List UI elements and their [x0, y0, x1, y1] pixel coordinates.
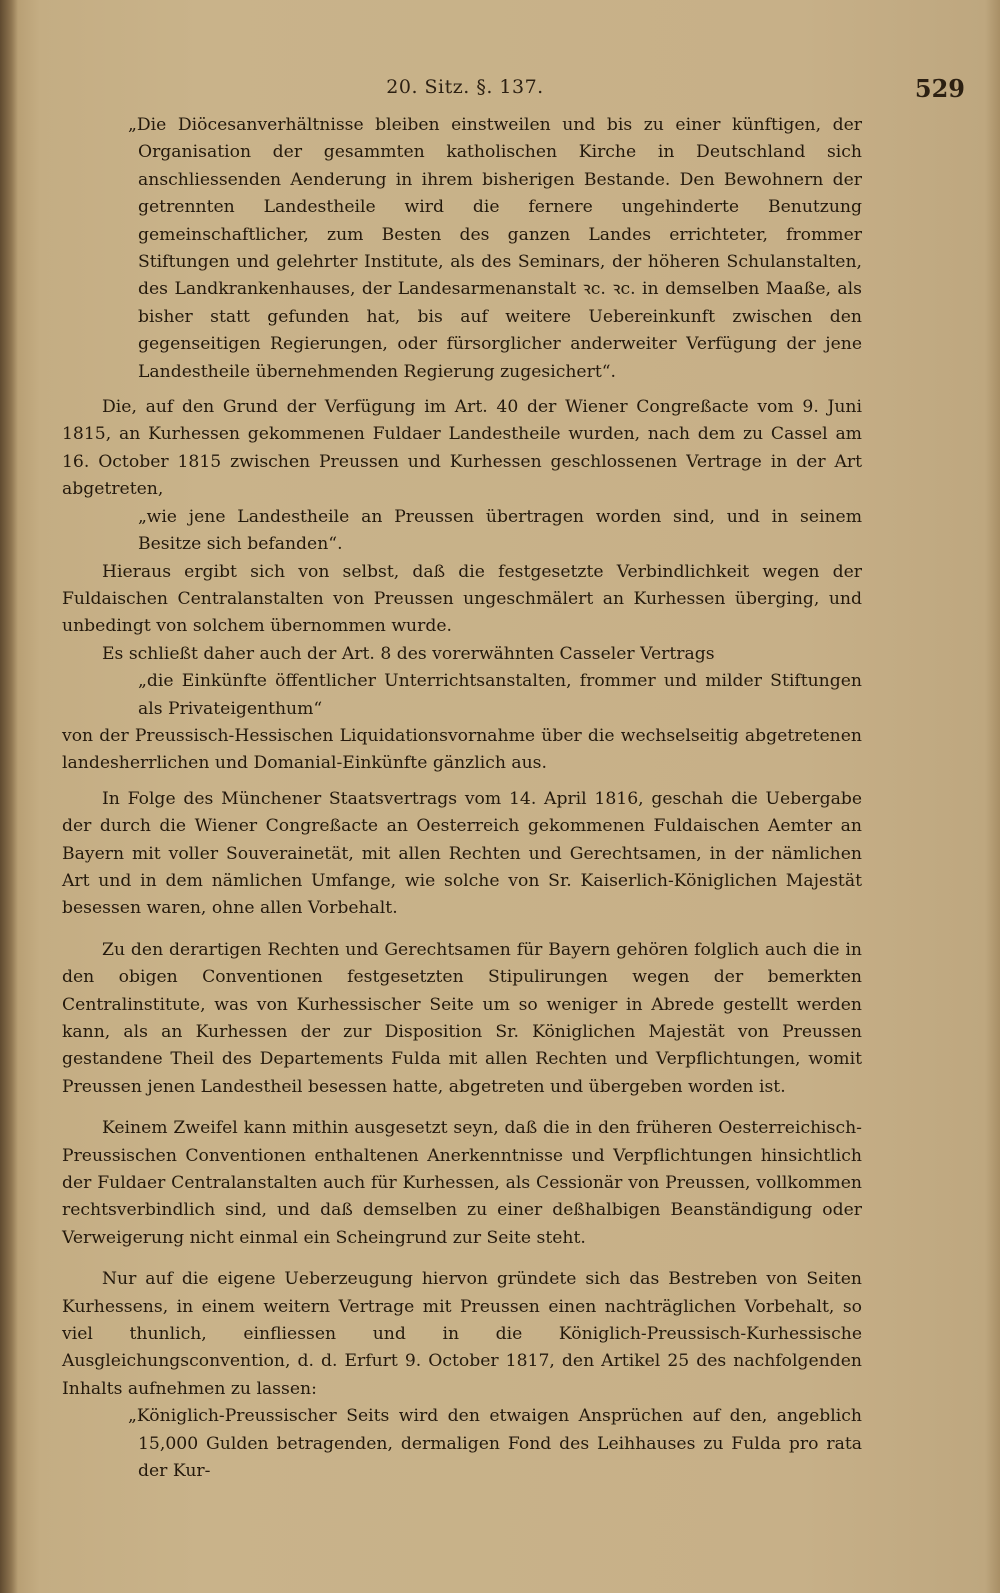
paragraph: Hieraus ergibt sich von selbst, daß die festgesetzte Verbindlichkeit wegen der Fuldaischen Centralanstalten von Preussen ungeschmälert an Kurhessen überging, und unbedingt von solchem übernommen wurde. — [62, 561, 862, 637]
paragraph: von der Preussisch-Hessischen Liquidationsvornahme über die wechselseitig abgetretenen landesherrlichen und Domanial-Einkünfte gänzlich aus. — [62, 725, 862, 774]
paragraph: „Die Diöcesanverhältnisse bleiben einstweilen und bis zu einer künftigen, der Organisation der gesammten katholischen Kirche in Deutschland sich anschliessenden Aenderung in ihrem bisherigen Bestande. Den Bewohnern der getrennten Landestheile wird die fernere ungehinderte Benutzung gemeinschaftlicher, zum Besten des ganzen Landes errichteter, frommer Stiftungen und gelehrter Institute, als des Seminars, der höheren Schulanstalten, des Landkrankenhauses, der Landesarmenanstalt ꝛc. ꝛc. in demselben Maaße, als bisher statt gefunden hat, bis auf weitere Uebereinkunft zwischen den gegenseitigen Regierungen, oder fürsorglicher anderweiter Verfügung der jene Landestheile übernehmenden Regierung zugesichert“. — [128, 115, 862, 382]
paragraph: In Folge des Münchener Staatsvertrags vom 14. April 1816, geschah die Uebergabe der durch die Wiener Congreßacte an Oesterreich gekommenen Fuldaischen Aemter an Bayern mit voller Souverainetät, mit allen Rechten und Gerechtsamen, in der nämlichen Art und in dem nämlichen Umfange, wie solche von Sr. Kaiserlich-Königlichen Majestät besessen waren, ohne allen Vorbehalt. — [62, 788, 862, 919]
paragraph: „Königlich-Preussischer Seits wird den etwaigen Ansprüchen auf den, angeblich 15,000 Gulden betragenden, dermaligen Fond des Leihhauses zu Fulda pro rata der Kur- — [128, 1406, 862, 1482]
page-number: 529 — [914, 74, 965, 103]
paragraph: „wie jene Landestheile an Preussen übertragen worden sind, und in seinem Besitze sich befanden“. — [138, 506, 862, 555]
page-header — [60, 74, 965, 106]
binding-gutter — [0, 0, 18, 1593]
paragraph: Keinem Zweifel kann mithin ausgesetzt seyn, daß die in den früheren Oesterreichisch-Preussischen Conventionen enthaltenen Anerkenntnisse und Verpflichtungen hinsichtlich der Fuldaer Centralanstalten auch für Kurhessen, als Cessionär von Preussen, vollkommen rechtsverbindlich sind, und daß demselben zu einer deßhalbigen Beanständigung oder Verweigerung nicht einmal ein Scheingrund zur Seite steht. — [62, 1118, 862, 1248]
paragraph: Nur auf die eigene Ueberzeugung hiervon gründete sich das Bestreben von Seiten Kurhessens, in einem weitern Vertrage mit Preussen einen nachträglichen Vorbehalt, so viel thunlich, einfliessen und in die Königlich-Preussisch-Kurhessische Ausgleichungsconvention, d. d. Erfurt 9. October 1817, den Artikel 25 des nachfolgenden Inhalts aufnehmen zu lassen: — [62, 1269, 862, 1399]
paragraph: Zu den derartigen Rechten und Gerechtsamen für Bayern gehören folglich auch die in den obigen Conventionen festgesetzten Stipulirungen wegen der bemerkten Centralinstitute, was von Kurhessischer Seite um so weniger in Abrede gestellt werden kann, als an Kurhessen der zur Disposition Sr. Königlichen Majestät von Preussen gestandene Theil des Departements Fulda mit allen Rechten und Verpflichtungen, womit Preussen jenen Landestheil besessen hatte, abgetreten und übergeben worden ist. — [62, 939, 862, 1097]
paragraph: „die Einkünfte öffentlicher Unterrichtsanstalten, frommer und milder Stiftungen als Privateigenthum“ — [138, 671, 862, 719]
running-head: 20. Sitz. §. 137. — [386, 76, 544, 98]
paragraph: Die, auf den Grund der Verfügung im Art. 40 der Wiener Congreßacte vom 9. Juni 1815, an Kurhessen gekommenen Fuldaer Landestheile wurden, nach dem zu Cassel am 16. October 1815 zwischen Preussen und Kurhessen geschlossenen Vertrage in der Art abgetreten, — [62, 397, 862, 500]
paragraph: Es schließt daher auch der Art. 8 des vorerwähnten Casseler Vertrags — [102, 643, 715, 664]
body-text — [62, 112, 862, 1486]
